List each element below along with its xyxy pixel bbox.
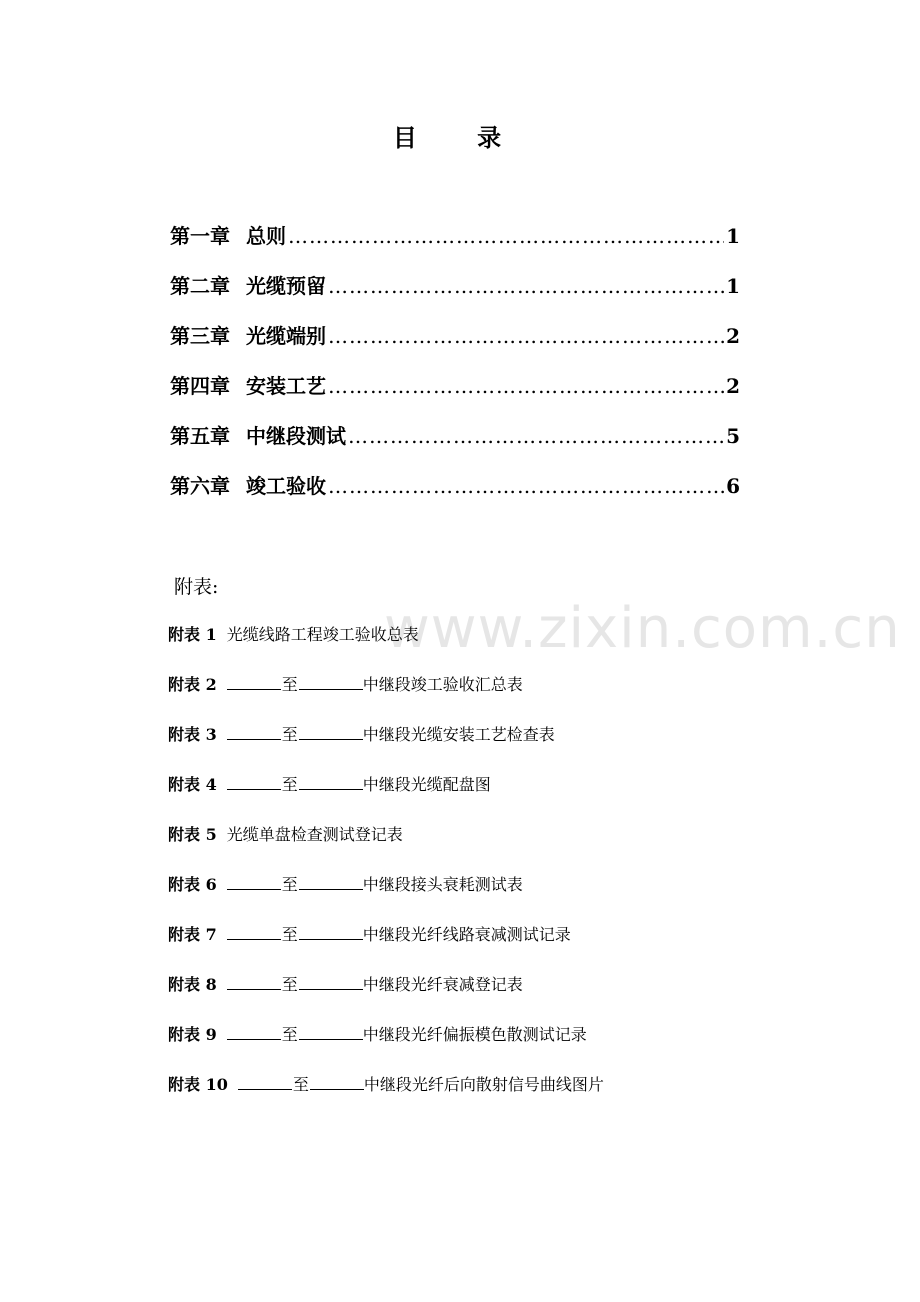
- toc-entry[interactable]: [170, 320, 740, 354]
- toc-leader: [328, 324, 724, 348]
- watermark: www.zixin.com.cn: [384, 596, 901, 661]
- to-word: 至: [281, 1025, 298, 1044]
- toc-leader: [328, 474, 724, 498]
- appendix-item[interactable]: [168, 922, 768, 950]
- appendix-number: 附表 7: [168, 925, 217, 944]
- to-word: 至: [281, 725, 298, 744]
- toc-leader: [328, 274, 724, 298]
- appendix-heading: 附表:: [174, 576, 219, 598]
- appendix-number: 附表 10: [168, 1075, 228, 1094]
- appendix-title: 光缆线路工程竣工验收总表: [226, 625, 419, 644]
- toc-title: 安装工艺: [246, 374, 326, 398]
- toc-chapter: 第五章: [170, 424, 230, 448]
- blank-field-from[interactable]: [238, 1073, 292, 1090]
- toc-page: 5: [726, 424, 740, 448]
- appendix-item[interactable]: [168, 1072, 768, 1100]
- to-word: 至: [281, 925, 298, 944]
- toc-entry[interactable]: [170, 470, 740, 504]
- toc-page: 2: [726, 324, 740, 348]
- appendix-item[interactable]: [168, 622, 768, 650]
- appendix-item[interactable]: [168, 772, 768, 800]
- toc-title: 光缆预留: [246, 274, 326, 298]
- to-word: 至: [281, 875, 298, 894]
- appendix-number: 附表 9: [168, 1025, 217, 1044]
- page-title: 目 录: [392, 123, 528, 152]
- appendix-item[interactable]: [168, 822, 768, 850]
- appendix-number: 附表 3: [168, 725, 217, 744]
- toc-title: 光缆端别: [246, 324, 326, 348]
- appendix-item[interactable]: [168, 672, 768, 700]
- toc-entry[interactable]: [170, 370, 740, 404]
- appendix-title: 中继段光缆安装工艺检查表: [362, 725, 555, 744]
- appendix-item[interactable]: [168, 1022, 768, 1050]
- appendix-number: 附表 8: [168, 975, 217, 994]
- blank-field-to[interactable]: [310, 1073, 364, 1090]
- blank-field-from[interactable]: [227, 973, 281, 990]
- to-word: 至: [281, 775, 298, 794]
- appendix-title: 中继段光纤衰减登记表: [362, 975, 523, 994]
- blank-field-to[interactable]: [299, 673, 363, 690]
- blank-field-to[interactable]: [299, 873, 363, 890]
- toc-entry[interactable]: [170, 220, 740, 254]
- appendix-item[interactable]: [168, 972, 768, 1000]
- blank-field-to[interactable]: [299, 723, 363, 740]
- blank-field-to[interactable]: [299, 773, 363, 790]
- blank-field-from[interactable]: [227, 873, 281, 890]
- toc-leader: [288, 224, 724, 248]
- blank-field-to[interactable]: [299, 923, 363, 940]
- toc-page: 6: [726, 474, 740, 498]
- toc-entry[interactable]: [170, 270, 740, 304]
- toc-title: 中继段测试: [246, 424, 346, 448]
- appendix-item[interactable]: [168, 872, 768, 900]
- appendix-title: 中继段竣工验收汇总表: [362, 675, 523, 694]
- appendix-title: 中继段光纤线路衰减测试记录: [362, 925, 571, 944]
- appendix-item[interactable]: [168, 722, 768, 750]
- appendix-title: 中继段光纤后向散射信号曲线图片: [363, 1075, 604, 1094]
- to-word: 至: [281, 675, 298, 694]
- toc-leader: [348, 424, 724, 448]
- toc-title: 总则: [246, 224, 286, 248]
- appendix-number: 附表 6: [168, 875, 217, 894]
- blank-field-to[interactable]: [299, 1023, 363, 1040]
- blank-field-from[interactable]: [227, 723, 281, 740]
- to-word: 至: [281, 975, 298, 994]
- appendix-number: 附表 4: [168, 775, 217, 794]
- toc-chapter: 第二章: [170, 274, 230, 298]
- toc-chapter: 第六章: [170, 474, 230, 498]
- toc-chapter: 第三章: [170, 324, 230, 348]
- blank-field-from[interactable]: [227, 673, 281, 690]
- blank-field-from[interactable]: [227, 773, 281, 790]
- toc-page: 1: [726, 274, 740, 298]
- appendix-title: 中继段接头衰耗测试表: [362, 875, 523, 894]
- toc-chapter: 第四章: [170, 374, 230, 398]
- toc-entry[interactable]: [170, 420, 740, 454]
- toc-page: 2: [726, 374, 740, 398]
- blank-field-from[interactable]: [227, 1023, 281, 1040]
- to-word: 至: [292, 1075, 309, 1094]
- toc-page: 1: [726, 224, 740, 248]
- blank-field-to[interactable]: [299, 973, 363, 990]
- appendix-number: 附表 1: [168, 625, 217, 644]
- toc-leader: [328, 374, 724, 398]
- appendix-title: 光缆单盘检查测试登记表: [226, 825, 403, 844]
- appendix-number: 附表 2: [168, 675, 217, 694]
- toc-chapter: 第一章: [170, 224, 230, 248]
- appendix-number: 附表 5: [168, 825, 217, 844]
- appendix-title: 中继段光缆配盘图: [362, 775, 491, 794]
- appendix-title: 中继段光纤偏振模色散测试记录: [362, 1025, 587, 1044]
- toc-title: 竣工验收: [246, 474, 326, 498]
- blank-field-from[interactable]: [227, 923, 281, 940]
